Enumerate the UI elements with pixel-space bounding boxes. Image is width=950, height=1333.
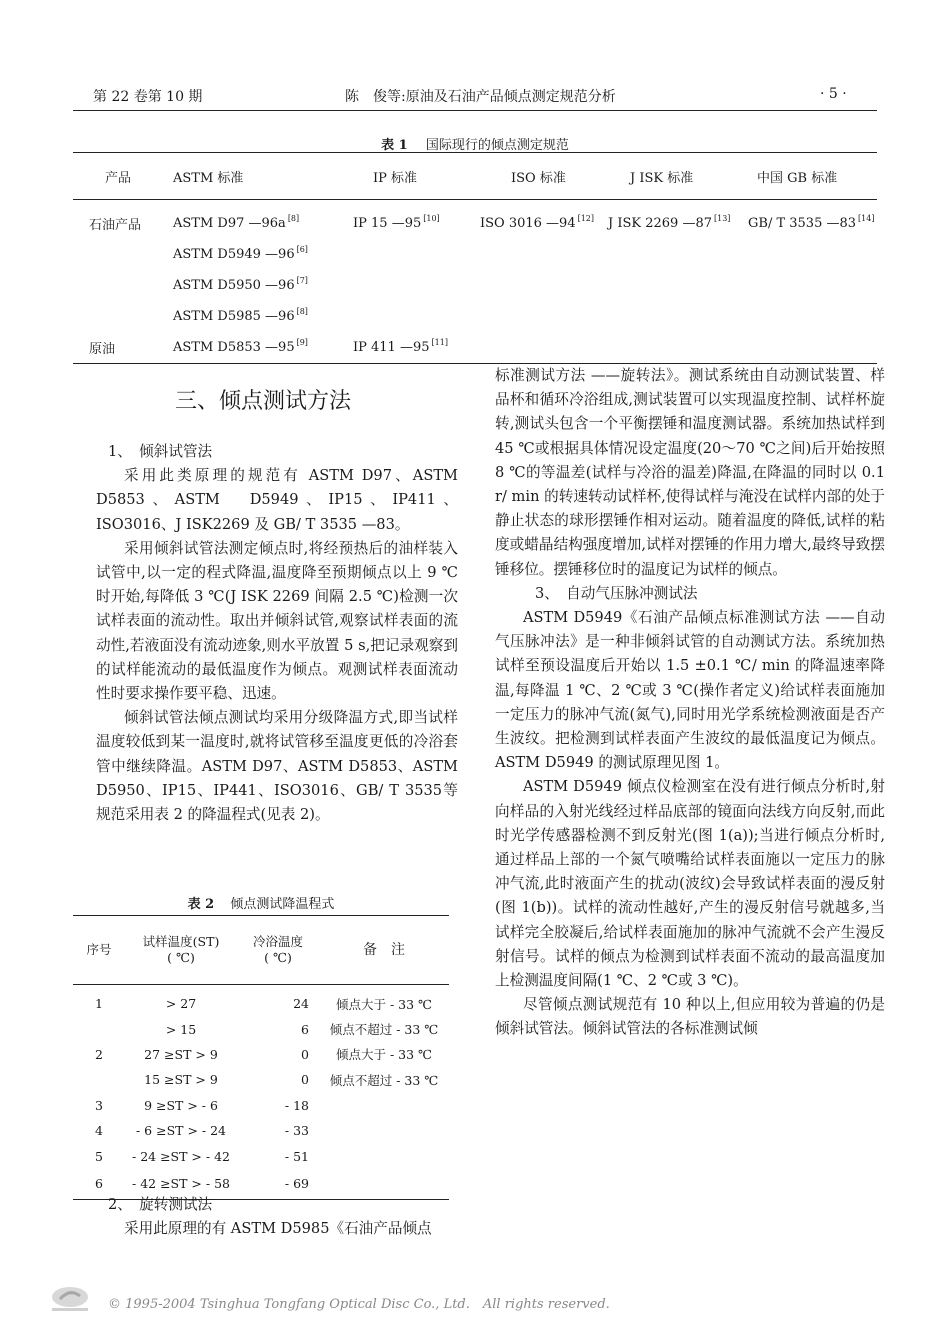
cell-no: 6 (73, 1169, 125, 1200)
cell-jis: J ISK 2269 —87 [13] (608, 214, 731, 231)
cell-no: 4 (95, 1123, 103, 1139)
table1-caption-text: 国际现行的倾点测定规范 (425, 138, 569, 153)
cell-no: 5 (95, 1148, 103, 1164)
table-row (73, 239, 877, 270)
table-row (73, 1016, 449, 1041)
cell-astm: ASTM D5950 —96 [7] (173, 276, 308, 293)
cell-bath: 6 (301, 1021, 309, 1037)
table-row (73, 1093, 449, 1118)
table1-header-product: 产品 (73, 153, 173, 200)
cell-st: 15 ≥ST > 9 (144, 1072, 218, 1088)
cell-product (73, 301, 173, 332)
table2 (73, 915, 449, 1200)
cell-astm: ASTM D5985 —96 [8] (173, 307, 308, 324)
table2-header-bath: 冷浴温度 ( ℃) (237, 916, 319, 985)
table-row (73, 200, 877, 240)
paragraph: 采用此类原理的规范有 ASTM D97、ASTM D5853、ASTM D5949、IP15、IP411、ISO3016、J ISK2269 及 GB/ T 3535 —83。 (96, 467, 458, 533)
cell-no: 3 (95, 1097, 103, 1113)
table-row (73, 301, 877, 332)
cell-st: - 24 ≥ST > - 42 (132, 1148, 230, 1164)
table2-caption (73, 893, 449, 912)
table-row (73, 1143, 449, 1168)
table-row (73, 1067, 449, 1092)
cell-product: 石油产品 (89, 218, 142, 233)
cell-bath: 0 (301, 1046, 309, 1062)
journal-volume: 第 22 卷第 10 期 (93, 89, 203, 105)
table1-caption-num: 表 1 (381, 138, 408, 153)
table-row (73, 332, 877, 364)
paragraph: 尽管倾点测试规范有 10 种以上,但应用较为普遍的仍是倾斜试管法。倾斜试管法的各标准测试倾 (495, 996, 885, 1038)
cell-note: 倾点不超过 - 33 ℃ (329, 1072, 439, 1088)
table1-header-row (73, 153, 877, 200)
cell-note: 倾点大于 - 33 ℃ (335, 1047, 433, 1063)
paragraph: 标准测试方法 ——旋转法》。测试系统由自动测试装置、样品杯和循环冷浴组成,测试装置可以实现温度控制、试样杯旋转,测试头包含一个平衡摆锤和温度测试器。系统加热试样到 45 ℃或根据具体情况设定温度(20～70 ℃之间)后开始按照 8 ℃的等温差(试样与冷浴的温差)降温,在降温的同时以 0.1 r/ min 的转速转动试样杯,使得试样与淹没在试样内部的处于静止状态的球形摆锤作相对运动。随着温度的降低,试样的粘度或蜡晶结构强度增加,试样对摆锤的作用力增大,最终导致摆锤移位。摆锤移位时的温度记为试样的倾点。 (495, 367, 885, 578)
cell-ip: IP 15 —95 [10] (353, 214, 440, 231)
table2-caption-num: 表 2 (187, 897, 215, 912)
right-column (495, 364, 885, 1042)
left-column-top (96, 440, 458, 827)
cell-note: 倾点不超过 - 33 ℃ (329, 1022, 439, 1038)
subsection-heading: 2、 旋转测试法 (108, 1196, 213, 1213)
cell-gb: GB/ T 3535 —83 [14] (748, 214, 875, 231)
table2-caption-text: 倾点测试降温程式 (230, 897, 335, 912)
table2-header-st: 试样温度(ST) ( ℃) (125, 916, 237, 985)
cell-ip: IP 411 —95 [11] (353, 332, 478, 364)
section-title: 三、倾点测试方法 (175, 389, 352, 414)
cell-note (319, 1093, 449, 1118)
left-column-bottom (96, 1193, 458, 1241)
cell-note (319, 1143, 449, 1168)
cnki-logo-icon (48, 1284, 92, 1314)
cell-bath: - 69 (237, 1169, 319, 1200)
cell-no: 2 (95, 1046, 103, 1062)
table2-header-no: 序号 (73, 916, 125, 985)
cell-bath: 24 (293, 996, 309, 1012)
paragraph: ASTM D5949《石油产品倾点标准测试方法 ——自动气压脉冲法》是一种非倾斜试管的自动测试方法。系统加热试样至预设温度后开始以 1.5 ±0.1 ℃/ min 的降温速率降温,每降温 1 ℃、2 ℃或 3 ℃(操作者定义)给试样表面施加一定压力的脉冲气流(氮气),同时用光学系统检测液面是否产生波纹。把检测到试样表面产生波纹的最低温度记为倾点。ASTM D5949 的测试原理见图 1。 (495, 609, 885, 772)
cell-st: > 15 (165, 1021, 197, 1037)
table1-header-ip: IP 标准 (353, 153, 478, 200)
cell-iso: ISO 3016 —94 [12] (480, 214, 595, 231)
cell-product (73, 239, 173, 270)
cell-no (73, 1067, 125, 1092)
table1-header-jis: J ISK 标准 (608, 153, 740, 200)
paragraph: 采用倾斜试管法测定倾点时,将经预热后的油样装入试管中,以一定的程式降温,温度降至预期倾点以上 9 ℃时开始,每降低 3 ℃(J ISK 2269 间隔 2.5 ℃)检测一次试样表面的流动性。取出并倾斜试管,观察试样表面的流动性,若液面没有流动迹象,则水平放置 5 s,把记录观察到的试样能流动的最低温度作为倾点。观测试样表面流动性时要求操作要平稳、迅速。 (96, 539, 458, 703)
cell-product: 原油 (73, 332, 173, 364)
table2-header-note: 备 注 (319, 916, 449, 985)
table-row (73, 1042, 449, 1067)
table-row (73, 1118, 449, 1143)
cell-st: > 27 (165, 996, 197, 1012)
table2-header-row (73, 916, 449, 985)
cell-bath: 0 (301, 1072, 309, 1088)
table1-header-astm: ASTM 标准 (173, 153, 353, 200)
cell-st: 9 ≥ST > - 6 (144, 1097, 218, 1113)
table-row (73, 985, 449, 1017)
cell-no (73, 1016, 125, 1041)
cell-note (319, 1118, 449, 1143)
cell-st: - 6 ≥ST > - 24 (135, 1123, 227, 1139)
cell-astm: ASTM D5853 —95 [9] (173, 332, 353, 364)
cell-no: 1 (95, 996, 103, 1012)
page-number: · 5 · (820, 86, 847, 102)
cell-astm: ASTM D5949 —96 [6] (173, 245, 308, 262)
subsection-heading: 1、 倾斜试管法 (108, 443, 213, 460)
cell-bath: - 51 (284, 1148, 309, 1164)
cell-note: 倾点大于 - 33 ℃ (335, 996, 433, 1012)
paragraph: 倾斜试管法倾点测试均采用分级降温方式,即当试样温度较低到某一温度时,就将试管移至温度更低的冷浴套管中继续降温。ASTM D97、ASTM D5853、ASTM D5950、IP15、IP441、ISO3016、GB/ T 3535等规范采用表 2 的降温程式(见表 2)。 (96, 709, 458, 824)
paragraph: ASTM D5949 倾点仪检测室在没有进行倾点分析时,射向样品的入射光线经过样品底部的镜面向法线方向反射,而此时光学传感器检测不到反射光(图 1(a));当进行倾点分析时,通过样品上部的一个氮气喷嘴给试样表面施以一定压力的脉冲气流,此时液面产生的扰动(波纹)会导致试样表面的漫反射(图 1(b))。试样的流动性越好,产生的漫反射信号就越多,当试样完全胶凝后,给试样表面施加的脉冲气流就不会产生漫反射信号。试样的倾点为检测到试样表面不流动的最高温度加上检测温度间隔(1 ℃、2 ℃或 3 ℃)。 (495, 778, 885, 990)
subsection-heading: 3、 自动气压脉冲测试法 (535, 584, 698, 602)
cell-st: - 42 ≥ST > - 58 (125, 1169, 237, 1200)
cell-product (73, 270, 173, 301)
paragraph: 采用此原理的有 ASTM D5985《石油产品倾点 (124, 1220, 432, 1238)
table1 (73, 152, 877, 364)
header-rule (73, 110, 877, 111)
cell-bath: - 18 (284, 1097, 309, 1113)
table1-caption (0, 134, 950, 153)
running-title: 陈 俊等:原油及石油产品倾点测定规范分析 (345, 89, 616, 105)
table1-header-iso: ISO 标准 (478, 153, 608, 200)
cell-st: 27 ≥ST > 9 (144, 1046, 218, 1062)
table1-header-gb: 中国 GB 标准 (740, 153, 877, 200)
table-row (73, 270, 877, 301)
copyright-notice: © 1995-2004 Tsinghua Tongfang Optical Disc Co., Ltd. All rights reserved. (108, 1297, 610, 1312)
cell-astm: ASTM D97 —96a [8] (173, 214, 300, 231)
cell-bath: - 33 (284, 1123, 309, 1139)
